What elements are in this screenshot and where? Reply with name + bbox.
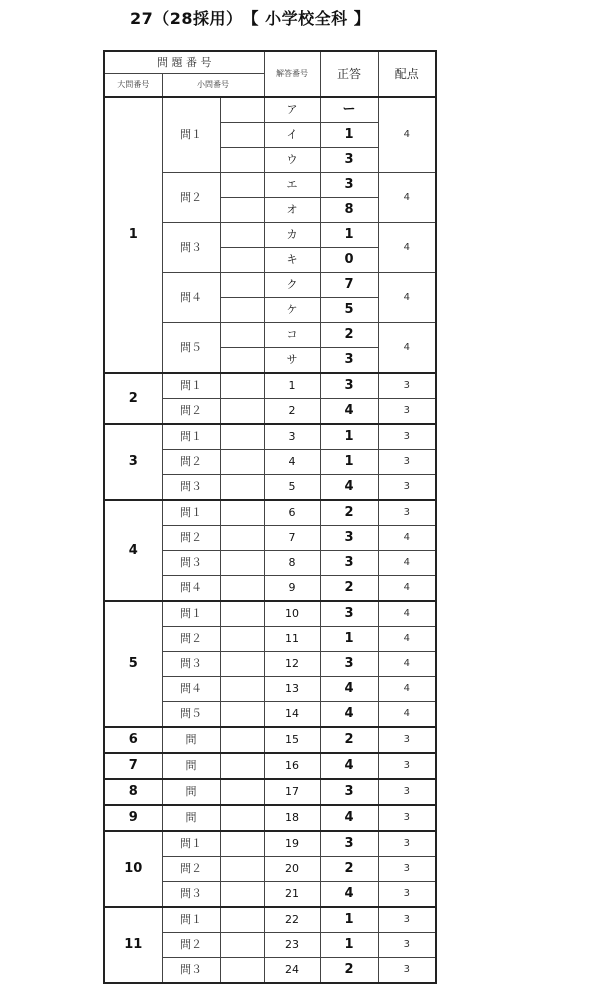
correct-answer: 1 bbox=[320, 933, 378, 958]
correct-answer: 3 bbox=[320, 173, 378, 198]
blank-cell bbox=[220, 677, 264, 702]
minor-label: 問３ bbox=[162, 958, 220, 984]
points: 3 bbox=[378, 933, 436, 958]
minor-label: 問１ bbox=[162, 500, 220, 526]
answer-number: 2 bbox=[264, 399, 320, 425]
table-row bbox=[104, 831, 436, 857]
answer-number: 13 bbox=[264, 677, 320, 702]
answer-number: オ bbox=[264, 198, 320, 223]
points: 4 bbox=[378, 576, 436, 602]
blank-cell bbox=[220, 831, 264, 857]
points: 3 bbox=[378, 399, 436, 425]
correct-answer: 5 bbox=[320, 298, 378, 323]
points: 3 bbox=[378, 475, 436, 501]
answer-number: ク bbox=[264, 273, 320, 298]
minor-label: 問４ bbox=[162, 677, 220, 702]
answer-number: 7 bbox=[264, 526, 320, 551]
correct-answer: 4 bbox=[320, 399, 378, 425]
blank-cell bbox=[220, 298, 264, 323]
correct-answer: 3 bbox=[320, 652, 378, 677]
points: 3 bbox=[378, 882, 436, 908]
correct-answer: 1 bbox=[320, 627, 378, 652]
table-row bbox=[104, 907, 436, 933]
blank-cell bbox=[220, 526, 264, 551]
correct-answer: 1 bbox=[320, 424, 378, 450]
correct-answer: 4 bbox=[320, 753, 378, 779]
table-row bbox=[104, 779, 436, 805]
points: 3 bbox=[378, 753, 436, 779]
answer-number: サ bbox=[264, 348, 320, 374]
minor-label: 問２ bbox=[162, 526, 220, 551]
correct-answer: 2 bbox=[320, 576, 378, 602]
correct-answer: 4 bbox=[320, 475, 378, 501]
major-number: 9 bbox=[104, 805, 162, 831]
minor-label: 問５ bbox=[162, 702, 220, 728]
correct-answer: 4 bbox=[320, 805, 378, 831]
minor-label: 問１ bbox=[162, 373, 220, 399]
blank-cell bbox=[220, 198, 264, 223]
blank-cell bbox=[220, 273, 264, 298]
minor-label: 問２ bbox=[162, 857, 220, 882]
minor-label: 問１ bbox=[162, 601, 220, 627]
minor-label: 問２ bbox=[162, 399, 220, 425]
major-number: 4 bbox=[104, 500, 162, 601]
points: 4 bbox=[378, 652, 436, 677]
points: 4 bbox=[378, 526, 436, 551]
correct-answer: 4 bbox=[320, 882, 378, 908]
blank-cell bbox=[220, 323, 264, 348]
answer-number: 21 bbox=[264, 882, 320, 908]
points: 3 bbox=[378, 450, 436, 475]
points: 4 bbox=[378, 677, 436, 702]
correct-answer: 1 bbox=[320, 123, 378, 148]
blank-cell bbox=[220, 933, 264, 958]
correct-answer: 1 bbox=[320, 907, 378, 933]
blank-cell bbox=[220, 601, 264, 627]
points: 3 bbox=[378, 779, 436, 805]
answer-number: 15 bbox=[264, 727, 320, 753]
answer-number: 17 bbox=[264, 779, 320, 805]
major-number: 6 bbox=[104, 727, 162, 753]
points: 3 bbox=[378, 958, 436, 984]
minor-label: 問 bbox=[162, 779, 220, 805]
points: 4 bbox=[378, 223, 436, 273]
answer-number: コ bbox=[264, 323, 320, 348]
correct-answer: 8 bbox=[320, 198, 378, 223]
header-question-no: 問 題 番 号 bbox=[104, 51, 264, 74]
page-title bbox=[130, 6, 370, 29]
blank-cell bbox=[220, 123, 264, 148]
minor-label: 問４ bbox=[162, 273, 220, 323]
table-row bbox=[104, 727, 436, 753]
answer-number: 19 bbox=[264, 831, 320, 857]
table-row bbox=[104, 373, 436, 399]
blank-cell bbox=[220, 148, 264, 173]
correct-answer: 3 bbox=[320, 831, 378, 857]
correct-answer: 3 bbox=[320, 373, 378, 399]
answer-number: カ bbox=[264, 223, 320, 248]
minor-label: 問３ bbox=[162, 652, 220, 677]
blank-cell bbox=[220, 500, 264, 526]
table-body bbox=[104, 97, 436, 983]
header-correct: 正答 bbox=[320, 51, 378, 97]
correct-answer: 2 bbox=[320, 727, 378, 753]
major-number: 7 bbox=[104, 753, 162, 779]
blank-cell bbox=[220, 248, 264, 273]
blank-cell bbox=[220, 805, 264, 831]
points: 4 bbox=[378, 97, 436, 173]
answer-number: 14 bbox=[264, 702, 320, 728]
header-points: 配点 bbox=[378, 51, 436, 97]
table-row bbox=[104, 424, 436, 450]
correct-answer: 2 bbox=[320, 958, 378, 984]
blank-cell bbox=[220, 627, 264, 652]
points: 4 bbox=[378, 273, 436, 323]
header-major-no: 大問番号 bbox=[104, 74, 162, 98]
answer-number: 3 bbox=[264, 424, 320, 450]
header-answer-no: 解答番号 bbox=[264, 51, 320, 97]
correct-answer: 4 bbox=[320, 702, 378, 728]
minor-label: 問５ bbox=[162, 323, 220, 374]
correct-answer: 7 bbox=[320, 273, 378, 298]
points: 4 bbox=[378, 702, 436, 728]
answer-number: 11 bbox=[264, 627, 320, 652]
minor-label: 問２ bbox=[162, 173, 220, 223]
minor-label: 問１ bbox=[162, 424, 220, 450]
points: 4 bbox=[378, 173, 436, 223]
minor-label: 問２ bbox=[162, 933, 220, 958]
major-number: 1 bbox=[104, 97, 162, 373]
blank-cell bbox=[220, 702, 264, 728]
major-number: 8 bbox=[104, 779, 162, 805]
answer-number: ア bbox=[264, 97, 320, 123]
table-row bbox=[104, 601, 436, 627]
points: 4 bbox=[378, 323, 436, 374]
minor-label: 問 bbox=[162, 753, 220, 779]
header-minor-no: 小問番号 bbox=[162, 74, 264, 98]
answer-number: 16 bbox=[264, 753, 320, 779]
answer-number: 9 bbox=[264, 576, 320, 602]
correct-answer: 1 bbox=[320, 223, 378, 248]
answer-number: 23 bbox=[264, 933, 320, 958]
answer-number: 8 bbox=[264, 551, 320, 576]
table-row bbox=[104, 500, 436, 526]
title-subject: 【 小学校全科 】 bbox=[250, 9, 371, 28]
blank-cell bbox=[220, 576, 264, 602]
minor-label: 問３ bbox=[162, 551, 220, 576]
correct-answer: 4 bbox=[320, 677, 378, 702]
points: 3 bbox=[378, 727, 436, 753]
major-number: 5 bbox=[104, 601, 162, 727]
minor-label: 問３ bbox=[162, 475, 220, 501]
blank-cell bbox=[220, 173, 264, 198]
title-prefix: 27（28採用） bbox=[130, 9, 243, 28]
points: 4 bbox=[378, 551, 436, 576]
answer-number: イ bbox=[264, 123, 320, 148]
answer-number: エ bbox=[264, 173, 320, 198]
blank-cell bbox=[220, 753, 264, 779]
table-row bbox=[104, 97, 436, 123]
correct-answer: 3 bbox=[320, 601, 378, 627]
correct-answer: 2 bbox=[320, 500, 378, 526]
answer-number: 5 bbox=[264, 475, 320, 501]
major-number: 2 bbox=[104, 373, 162, 424]
answer-number: 10 bbox=[264, 601, 320, 627]
answer-number: 20 bbox=[264, 857, 320, 882]
blank-cell bbox=[220, 652, 264, 677]
correct-answer: 3 bbox=[320, 526, 378, 551]
major-number: 10 bbox=[104, 831, 162, 907]
blank-cell bbox=[220, 907, 264, 933]
minor-label: 問２ bbox=[162, 627, 220, 652]
minor-label: 問３ bbox=[162, 223, 220, 273]
correct-answer: ー bbox=[320, 97, 378, 123]
table-row bbox=[104, 753, 436, 779]
blank-cell bbox=[220, 97, 264, 123]
correct-answer: 2 bbox=[320, 857, 378, 882]
answer-number: ウ bbox=[264, 148, 320, 173]
points: 3 bbox=[378, 500, 436, 526]
minor-label: 問１ bbox=[162, 831, 220, 857]
answer-number: 1 bbox=[264, 373, 320, 399]
blank-cell bbox=[220, 424, 264, 450]
minor-label: 問１ bbox=[162, 907, 220, 933]
minor-label: 問 bbox=[162, 727, 220, 753]
correct-answer: 3 bbox=[320, 779, 378, 805]
answer-table bbox=[103, 50, 437, 984]
answer-number: 12 bbox=[264, 652, 320, 677]
points: 4 bbox=[378, 627, 436, 652]
major-number: 3 bbox=[104, 424, 162, 500]
minor-label: 問１ bbox=[162, 97, 220, 173]
correct-answer: 3 bbox=[320, 551, 378, 576]
answer-number: 24 bbox=[264, 958, 320, 984]
points: 3 bbox=[378, 831, 436, 857]
correct-answer: 2 bbox=[320, 323, 378, 348]
answer-number: 22 bbox=[264, 907, 320, 933]
blank-cell bbox=[220, 727, 264, 753]
answer-number: 18 bbox=[264, 805, 320, 831]
blank-cell bbox=[220, 779, 264, 805]
points: 3 bbox=[378, 424, 436, 450]
minor-label: 問２ bbox=[162, 450, 220, 475]
blank-cell bbox=[220, 551, 264, 576]
correct-answer: 3 bbox=[320, 148, 378, 173]
correct-answer: 1 bbox=[320, 450, 378, 475]
points: 3 bbox=[378, 805, 436, 831]
blank-cell bbox=[220, 450, 264, 475]
blank-cell bbox=[220, 399, 264, 425]
major-number: 11 bbox=[104, 907, 162, 983]
answer-number: 4 bbox=[264, 450, 320, 475]
answer-number: 6 bbox=[264, 500, 320, 526]
minor-label: 問 bbox=[162, 805, 220, 831]
blank-cell bbox=[220, 223, 264, 248]
points: 3 bbox=[378, 857, 436, 882]
table-row bbox=[104, 805, 436, 831]
points: 4 bbox=[378, 601, 436, 627]
blank-cell bbox=[220, 882, 264, 908]
answer-number: ケ bbox=[264, 298, 320, 323]
correct-answer: 0 bbox=[320, 248, 378, 273]
blank-cell bbox=[220, 475, 264, 501]
minor-label: 問４ bbox=[162, 576, 220, 602]
blank-cell bbox=[220, 857, 264, 882]
points: 3 bbox=[378, 907, 436, 933]
points: 3 bbox=[378, 373, 436, 399]
correct-answer: 3 bbox=[320, 348, 378, 374]
minor-label: 問３ bbox=[162, 882, 220, 908]
blank-cell bbox=[220, 958, 264, 984]
blank-cell bbox=[220, 348, 264, 374]
answer-number: キ bbox=[264, 248, 320, 273]
blank-cell bbox=[220, 373, 264, 399]
